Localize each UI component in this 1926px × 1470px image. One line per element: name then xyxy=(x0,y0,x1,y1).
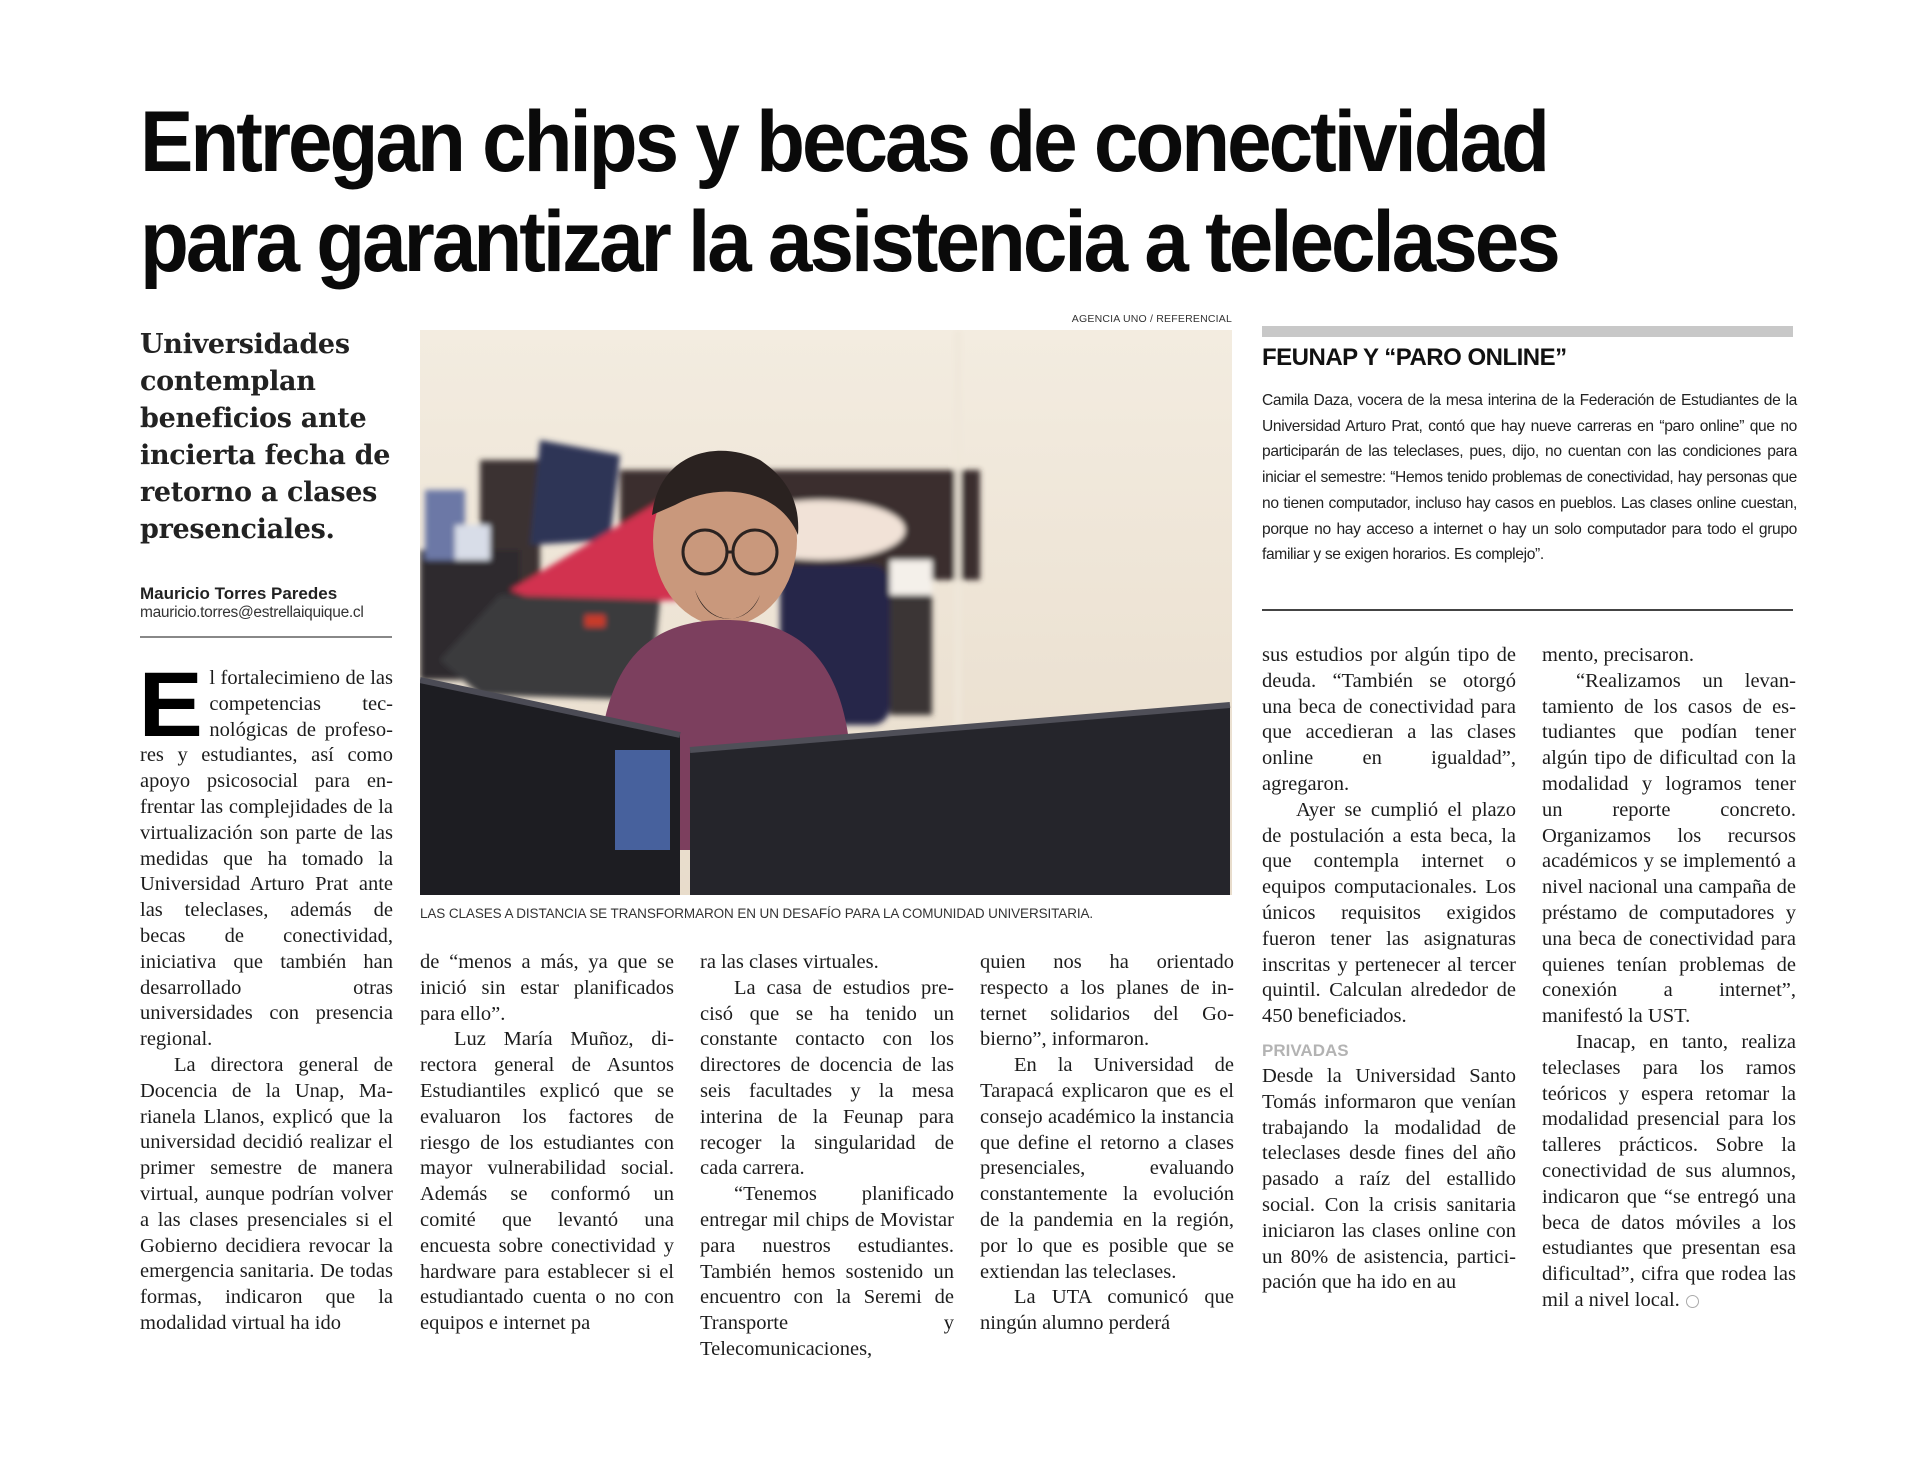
paragraph: mento, precisaron. xyxy=(1542,644,1694,666)
photo-illustration xyxy=(420,330,1232,895)
sidebar-title: FEUNAP Y “PARO ONLINE” xyxy=(1262,344,1567,371)
paragraph: Desde la Universidad Santo Tomás informaron que venían trabajando la modalidad de teleclases desde fines del año pasado a raíz del estallido social. Con la crisis sanitaria iniciaron las clases online con un 80% de asistencia, participación que ha ido en au xyxy=(1262,1064,1516,1294)
headline-line-1: Entregan chips y becas de conectividad xyxy=(140,94,1548,190)
photo-caption: LAS CLASES A DISTANCIA SE TRANSFORMARON EN UN DESAFÍO PARA LA COMUNIDAD UNIVERSITARIA. xyxy=(420,906,1094,921)
body-column-4 xyxy=(980,950,1234,1337)
paragraph: sus estudios por algún tipo de deuda. “También se otorgó una beca de conectividad para que accedieran a las clases online en igualdad”, agregaron. xyxy=(1262,644,1516,795)
paragraph: “Tenemos planificado entregar mil chips de Movistar para nuestros estudiantes. También hemos sostenido un encuentro con la Seremi de Transporte y Telecomunicaciones, xyxy=(700,1183,954,1360)
body-column-5 xyxy=(1262,643,1516,1296)
paragraph: La casa de estudios precisó que se ha tenido un constante contacto con los directores de docencia de las seis facultades y la mesa interina de la Feunap para recoger la singularidad de cada carrera. xyxy=(700,976,954,1180)
sidebar-bottom-rule xyxy=(1262,609,1793,611)
section-subheading: PRIVADAS xyxy=(1262,1040,1349,1060)
article-photo xyxy=(420,330,1232,895)
byline-email[interactable]: mauricio.torres@estrellaiquique.cl xyxy=(140,604,364,621)
paragraph: Luz María Muñoz, directora general de Asuntos Estudiantiles explicó que se evaluaron los factores de riesgo de los estudiantes con mayor vulnerabilidad social. Además se conformó un comité que levantó una encuesta sobre conectividad y hardware para establecer si el estudiantado cuenta o no con equipos e internet pa xyxy=(420,1028,674,1335)
headline xyxy=(140,92,1721,292)
subhead: Universidades contemplan beneficios ante incierta fecha de retorno a clases presenciales. xyxy=(140,329,391,545)
paragraph: de “menos a más, ya que se inició sin estar planificados para ello”. xyxy=(420,951,674,1025)
paragraph: El fortalecimieno de las competencias tecnológicas de profesores y estudiantes, así como apoyo psicosocial para enfrentar las complejidades de la virtualización son parte de las medidas que ha tomado la Universidad Arturo Prat ante las teleclases, además de becas de conectividad, iniciativa que también han desarrollado otras universidades con presencia regional. xyxy=(138,654,393,1051)
body-column-2 xyxy=(420,950,674,1337)
paragraph: Inacap, en tanto, realiza teleclases para los ramos teóricos y espera retomar la modalidad presencial para los talleres prácticos. Sobre la conectividad de sus alumnos, indicaron que “se entregó una beca de datos móviles a los estudiantes que presentan esa dificultad”, cifra que rodea las mil a nivel local. xyxy=(1542,1030,1796,1311)
paragraph: ra las clases virtuales. xyxy=(700,951,879,973)
headline-line-2: para garantizar la asistencia a teleclases xyxy=(140,194,1558,290)
paragraph: La UTA comunicó que ningún alumno perderá xyxy=(980,1286,1234,1335)
drop-cap: E xyxy=(138,654,203,756)
end-of-article-icon xyxy=(1686,1295,1699,1308)
sidebar-top-bar xyxy=(1262,326,1793,337)
sidebar-body: Camila Daza, vocera de la mesa interina de la Federación de Estudiantes de la Universidad Arturo Prat, contó que hay nueve carreras en “paro online” que no participarán de las teleclases, pues, dijo, no cuentan con las condiciones para iniciar el semestre: “Hemos tenido problemas de conectividad, hay personas que no tienen computador, incluso hay casos en pueblos. Las clases online cuestan, porque no hay acceso a internet o hay un solo computador para todo el grupo familiar y se exigen horarios. Es complejo”. xyxy=(1262,392,1797,564)
body-column-1 xyxy=(138,654,393,1337)
paragraph: La directora general de Docencia de la Unap, Marianela Llanos, explicó que la universidad decidió realizar el primer semestre de manera virtual, aunque podrían volver a las clases presenciales si el Gobierno decidiera revocar la emergencia sanitaria. De todas formas, indicaron que la modalidad virtual ha ido xyxy=(140,1053,393,1334)
photo-credit: AGENCIA UNO / REFERENCIAL xyxy=(1071,313,1232,325)
byline-divider xyxy=(140,636,392,638)
paragraph: En la Universidad de Tarapacá explicaron que es el consejo académico la instancia que define el retorno a clases presenciales, evaluando constantemente la evolución de la pandemia en la región, por lo que es posible que se extiendan las teleclases. xyxy=(980,1054,1234,1283)
byline-author: Mauricio Torres Paredes xyxy=(140,584,338,603)
body-column-6 xyxy=(1542,643,1796,1314)
paragraph: quien nos ha orientado respecto a los planes de internet solidarios del Gobierno”, informaron. xyxy=(980,951,1234,1051)
paragraph: Ayer se cumplió el plazo de postulación a esta beca, la que contempla internet o equipos computacionales. Los únicos requisitos exigidos fueron tener las asignaturas inscritas y pertenecer al tercer quintil. Calculan alrededor de 450 beneficiados. xyxy=(1262,798,1516,1028)
body-column-3 xyxy=(700,950,954,1363)
paragraph: “Realizamos un levantamiento de los casos de estudiantes que podían tener algún tipo de dificultad con la modalidad y logramos tener un reporte concreto. Organizamos los recursos académicos y se implementó a nivel nacional una campaña de préstamo de computadores y una beca de conectividad para quienes tenían problemas de conexión a internet”, manifestó la UST. xyxy=(1542,669,1796,1028)
